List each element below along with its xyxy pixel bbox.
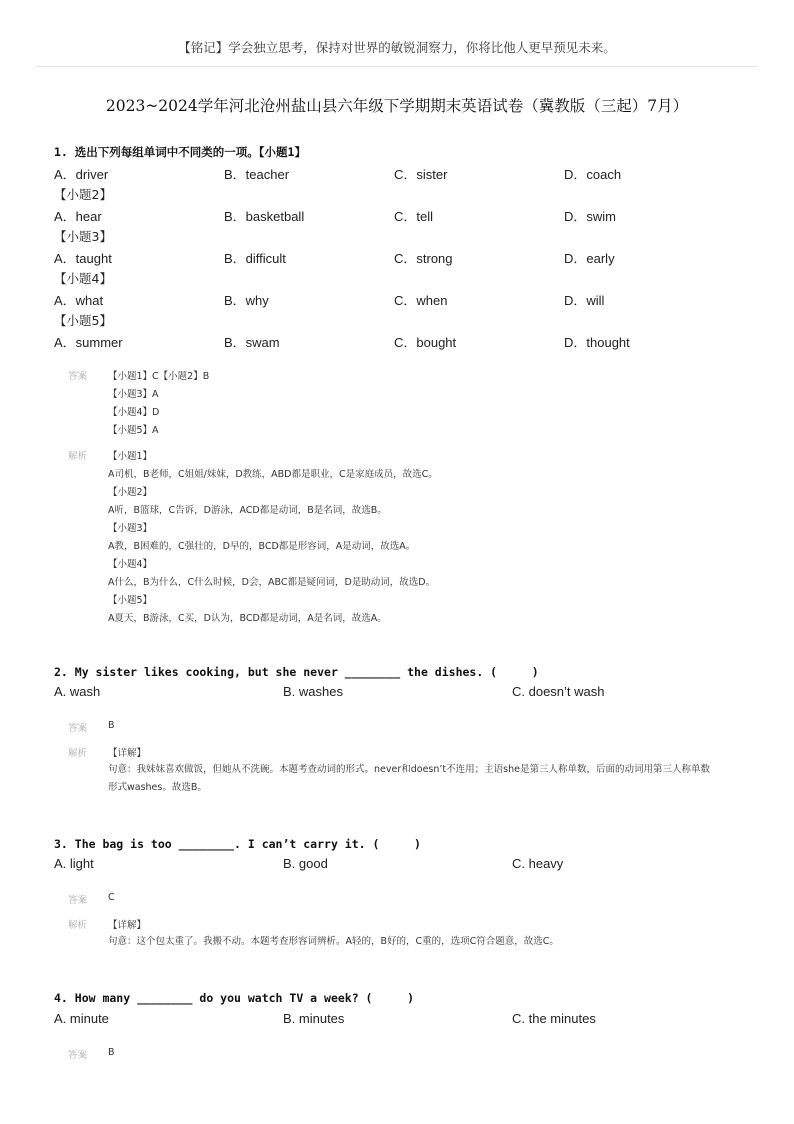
q1-g4-option-d: D．will bbox=[564, 293, 605, 308]
q1-g4-option-a: A．what bbox=[54, 293, 104, 308]
q1-g1-option-b: B．teacher bbox=[224, 167, 290, 182]
q1-g5-option-a: A．summer bbox=[54, 335, 123, 350]
q2-answer: B bbox=[108, 720, 115, 731]
q1-subquestion-3-label: 【小题3】 bbox=[54, 229, 112, 244]
q1-analysis-line-5: 【小题3】 bbox=[108, 523, 153, 534]
q1-subquestion-5-label: 【小题5】 bbox=[54, 313, 112, 328]
question-4-stem: 4. How many ________ do you watch TV a week? ( ) bbox=[54, 991, 415, 1005]
q1-analysis-line-3: 【小题2】 bbox=[108, 487, 153, 498]
divider bbox=[36, 66, 758, 67]
q1-g5-option-d: D．thought bbox=[564, 335, 630, 350]
q1-subquestion-4-label: 【小题4】 bbox=[54, 271, 112, 286]
q3-option-c: C. heavy bbox=[512, 856, 564, 871]
q2-answer-label: 答案 bbox=[68, 723, 88, 734]
q1-answer-line-2: 【小题3】A bbox=[108, 389, 159, 400]
question-3-stem: 3. The bag is too ________. I can’t carry it. ( ) bbox=[54, 837, 421, 851]
q2-analysis-label: 解析 bbox=[68, 748, 88, 759]
q4-answer: B bbox=[108, 1047, 115, 1058]
q4-option-c: C. the minutes bbox=[512, 1011, 596, 1026]
q1-analysis-line-9: 【小题5】 bbox=[108, 595, 153, 606]
q4-option-a: A. minute bbox=[54, 1011, 109, 1026]
q2-detail: 句意：我妹妹喜欢做饭，但她从不洗碗。本题考查动词的形式。never和doesn’t不连用；主语she是第三人称单数，后面的动词用第三人称单数形式washes。故选B。 bbox=[108, 764, 710, 793]
q1-g1-option-c: C．sister bbox=[394, 167, 448, 182]
motto: 【铭记】学会独立思考，保持对世界的敏锐洞察力，你将比他人更早预见未来。 bbox=[178, 40, 616, 55]
question-1-stem: 1. 选出下列每组单词中不同类的一项。【小题1】 bbox=[54, 145, 306, 159]
q3-detail-tag: 【详解】 bbox=[108, 920, 147, 931]
q1-g5-option-c: C．bought bbox=[394, 335, 457, 350]
q1-g2-option-d: D．swim bbox=[564, 209, 616, 224]
q2-detail-tag: 【详解】 bbox=[108, 748, 147, 759]
q1-analysis-line-4: A听，B篮球，C告诉，D游泳，ACD都是动词，B是名词，故选B。 bbox=[108, 505, 387, 516]
q2-option-b: B. washes bbox=[283, 684, 343, 699]
q1-answer-line-4: 【小题5】A bbox=[108, 425, 159, 436]
q1-g4-option-c: C．when bbox=[394, 293, 448, 308]
q1-answer-label: 答案 bbox=[68, 371, 88, 382]
q1-analysis-line-10: A夏天，B游泳，C买，D认为，BCD都是动词，A是名词，故选A。 bbox=[108, 613, 387, 624]
page-title: 2023~2024学年河北沧州盐山县六年级下学期期末英语试卷（冀教版（三起）7月） bbox=[105, 97, 689, 115]
q1-g4-option-b: B．why bbox=[224, 293, 269, 308]
q1-analysis-line-7: 【小题4】 bbox=[108, 559, 153, 570]
q1-answer-line-3: 【小题4】D bbox=[108, 407, 160, 418]
q1-analysis-line-2: A司机，B老师，C姐姐/妹妹，D教练，ABD都是职业，C是家庭成员，故选C。 bbox=[108, 469, 438, 480]
q4-option-b: B. minutes bbox=[283, 1011, 345, 1026]
q1-g3-option-a: A．taught bbox=[54, 251, 112, 266]
q1-g3-option-c: C．strong bbox=[394, 251, 453, 266]
q1-g3-option-b: B．difficult bbox=[224, 251, 286, 266]
q1-analysis-line-8: A什么，B为什么，C什么时候，D会，ABC都是疑问词，D是助动词，故选D。 bbox=[108, 577, 436, 588]
q3-option-b: B. good bbox=[283, 856, 328, 871]
q1-g2-option-b: B．basketball bbox=[224, 209, 305, 224]
q3-answer-label: 答案 bbox=[68, 895, 88, 906]
q3-answer: C bbox=[108, 892, 115, 903]
q3-detail: 句意：这个包太重了。我搬不动。本题考查形容词辨析。A轻的，B好的，C重的，选项C符合题意，故选C。 bbox=[108, 936, 559, 947]
question-2-stem: 2. My sister likes cooking, but she never ________ the dishes. ( ) bbox=[54, 665, 539, 679]
q3-analysis-label: 解析 bbox=[68, 920, 88, 931]
q1-answer-line-1: 【小题1】C【小题2】B bbox=[108, 371, 210, 382]
q2-option-a: A. wash bbox=[54, 684, 101, 699]
q1-subquestion-2-label: 【小题2】 bbox=[54, 187, 112, 202]
q1-g1-option-a: A．driver bbox=[54, 167, 109, 182]
q1-analysis-label: 解析 bbox=[68, 451, 88, 462]
q1-g2-option-a: A．hear bbox=[54, 209, 102, 224]
q2-option-c: C. doesn’t wash bbox=[512, 684, 605, 699]
q1-g1-option-d: D．coach bbox=[564, 167, 622, 182]
q1-g2-option-c: C．tell bbox=[394, 209, 434, 224]
q1-g5-option-b: B．swam bbox=[224, 335, 280, 350]
q4-answer-label: 答案 bbox=[68, 1050, 88, 1061]
q3-option-a: A. light bbox=[54, 856, 94, 871]
q1-g3-option-d: D．early bbox=[564, 251, 615, 266]
q1-analysis-line-6: A教，B困难的，C强壮的，D早的，BCD都是形容词，A是动词，故选A。 bbox=[108, 541, 416, 552]
q1-analysis-line-1: 【小题1】 bbox=[108, 451, 153, 462]
